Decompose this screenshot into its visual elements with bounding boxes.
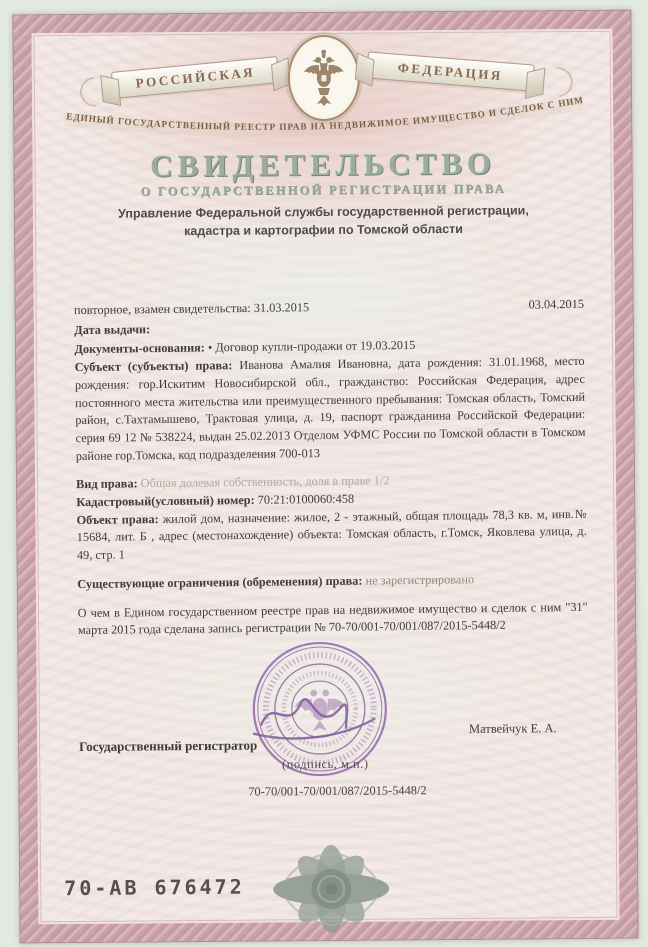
cadastral-label: Кадастровый(условный) номер: xyxy=(76,492,255,510)
right-type-label: Вид права: xyxy=(76,476,138,492)
registrar-name: Матвейчук Е. А. xyxy=(468,721,557,736)
authority-line2: кадастра и картографии по Томской области xyxy=(184,222,464,239)
right-type-value: Общая долевая собственность, доля в праве 1/2 xyxy=(140,473,390,491)
issuing-authority xyxy=(33,201,614,242)
issue-date: 03.04.2015 xyxy=(528,296,585,312)
ribbon-right xyxy=(366,51,535,91)
subject-label: Субъект (субъекты) права: xyxy=(74,358,233,375)
certificate-paper xyxy=(32,29,620,925)
certificate-title: СВИДЕТЕЛЬСТВО xyxy=(150,145,497,184)
ribbon-left xyxy=(111,56,280,99)
certificate-subtitle: О ГОСУДАРСТВЕННОЙ РЕГИСТРАЦИИ ПРАВА xyxy=(140,181,506,199)
subject-value: Иванова Амалия Ивановна, дата рождения: 31.01.1968, место рождения: гор.Искитим Новосибирской обл., гражданство: Российская Федерация, адрес постоянного места жительства или преимущественного пребывания: Томская область, Томский район, с.Тахтамышево, Трактовая улица, д. 19, паспорт гражданина Российской Федерации: серия 69 12 № 538224, выдан 25.02.2013 Отделом УФМС России по Томской области в Томском районе гор.Томска, код подразделения 700-013 xyxy=(74,353,586,463)
blank-series-number: 70-АВ 676472 xyxy=(64,874,245,901)
registry-banner-text: ЕДИНЫЙ ГОСУДАРСТВЕННЫЙ РЕЕСТР ПРАВ НА НЕДВИЖИМОЕ ИМУЩЕСТВО И СДЕЛОК С НИМ xyxy=(65,95,586,133)
subject-paragraph xyxy=(75,353,586,465)
registry-record-paragraph: О чем в Едином государственном реестре прав на недвижимое имущество и сделок с ним "31" марта 2015 года сделана запись регистрации № 70-70/001-70/001/087/2015-5448/2 xyxy=(77,599,588,638)
restrictions-value: не зарегистрировано xyxy=(365,572,475,588)
issue-date-label: Дата выдачи: xyxy=(74,321,151,337)
guilloche-rosette-icon xyxy=(271,836,392,941)
certificate-body xyxy=(74,296,588,640)
object-label: Объект права: xyxy=(76,511,159,527)
registration-record-number: 70-70/001-70/001/087/2015-5448/2 xyxy=(248,783,427,799)
restrictions-paragraph xyxy=(77,570,587,594)
ribbon-right-label: ФЕДЕРАЦИЯ xyxy=(397,59,504,83)
documents-label: Документы-основания: xyxy=(74,340,205,357)
certificate-sheet xyxy=(12,10,638,944)
registry-banner xyxy=(50,95,595,151)
object-paragraph xyxy=(76,506,587,565)
registrar-label: Государственный регистратор xyxy=(79,737,258,754)
signature-caption: (подпись, м.п.) xyxy=(281,756,369,772)
svg-text:ЕДИНЫЙ ГОСУДАРСТВЕННЫЙ РЕЕСТР xyxy=(66,96,585,135)
object-value: жилой дом, назначение: жилое, 2 - этажный, общая площадь 78,3 кв. м, инв.№ 15684, лит. Б , адрес (местонахождение) объекта: Томская область, г.Томск, Яковлева улица, д. 49, стр. 1 xyxy=(76,506,587,563)
cadastral-value: 70:21:0100060:458 xyxy=(257,491,355,507)
restrictions-label: Существующие ограничения (обременения) права: xyxy=(77,573,363,591)
ribbon-left-label: РОССИЙСКАЯ xyxy=(134,63,256,91)
repeat-note: повторное, взамен свидетельства: 31.03.2015 xyxy=(73,300,310,318)
documents-value: • Договор купли-продажи от 19.03.2015 xyxy=(207,338,416,355)
authority-line1: Управление Федеральной службы государственной регистрации, xyxy=(118,203,529,221)
